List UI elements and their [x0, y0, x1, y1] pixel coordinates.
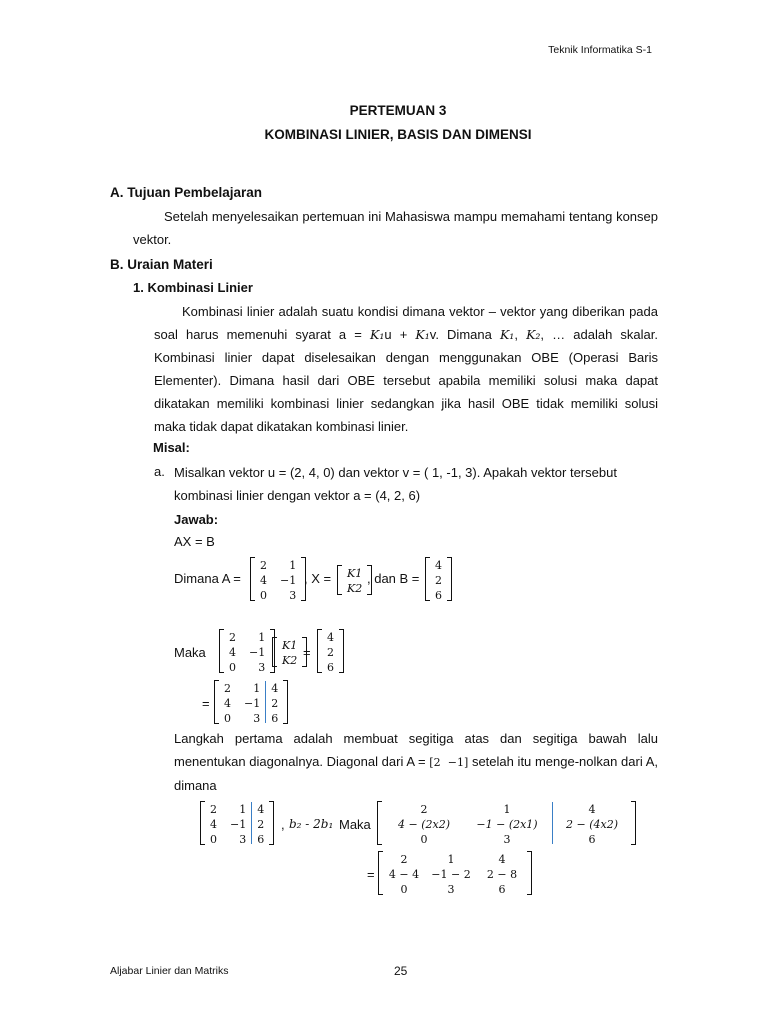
- matrix-b: [425, 557, 452, 601]
- matrix-cell: 1: [239, 803, 247, 816]
- x-eq-text: , X =: [304, 571, 332, 586]
- footer-course: Aljabar Linier dan Matriks: [110, 965, 229, 977]
- matrix-cell: 4: [260, 574, 267, 587]
- matrix-cell: −1 − 2: [431, 868, 471, 881]
- matrix-b-2: [317, 629, 344, 673]
- equals-2: =: [202, 696, 210, 711]
- matrix-a: [250, 557, 306, 601]
- matrix-cell: 2 − (4x2): [566, 818, 618, 831]
- matrix-cell: 3: [447, 883, 455, 896]
- kombinasi-paragraph: [154, 300, 658, 438]
- footer-page-number: 25: [394, 964, 408, 978]
- matrix-cell: 4: [498, 853, 506, 866]
- page-title-line1: PERTEMUAN 3: [349, 103, 447, 118]
- matrix-cell: 6: [257, 833, 265, 846]
- op-comma: ,: [281, 817, 285, 832]
- matrix-cell: 2: [257, 818, 265, 831]
- page-title-line2: KOMBINASI LINIER, BASIS DAN DIMENSI: [264, 127, 532, 142]
- example-a-label: a.: [154, 464, 165, 479]
- matrix-cell: 2: [327, 646, 334, 659]
- section-b-heading: B. Uraian Materi: [110, 257, 213, 272]
- matrix-cell: 6: [271, 712, 279, 725]
- equals-3: =: [367, 867, 375, 882]
- matrix-cell: 1: [253, 682, 261, 695]
- matrix-cell: 4 − (2x2): [398, 818, 450, 831]
- matrix-cell: 3: [289, 589, 297, 602]
- matrix-cell: 0: [400, 883, 408, 896]
- matrix-cell: 4: [435, 559, 442, 572]
- matrix-cell: 2 − 8: [486, 868, 518, 881]
- k2-symbol: K₂: [526, 327, 541, 342]
- step1-matrix: [377, 801, 636, 845]
- maka-text: Maka: [174, 645, 206, 660]
- langkah-paragraph: [174, 727, 658, 797]
- augmented-matrix-2: [200, 801, 274, 845]
- matrix-cell: −1: [230, 818, 247, 831]
- matrix-cell: −1: [249, 646, 266, 659]
- equals-1: =: [303, 645, 311, 660]
- row-operation: b₂ - 2b₁: [289, 817, 334, 831]
- matrix-cell: −1 − (2x1): [476, 818, 538, 831]
- matrix-cell: 4: [588, 803, 596, 816]
- para-text-1: Kombinasi linier adalah suatu kondisi dimana vektor – vektor yang diberikan pada soal harus memenuhi syarat a =: [154, 304, 658, 342]
- k1-symbol-3: K₁: [499, 327, 515, 342]
- matrix-cell: 3: [258, 661, 266, 674]
- op-maka-text: Maka: [339, 817, 371, 832]
- matrix-cell: K1: [282, 639, 298, 652]
- para-text-3: v. Dimana: [429, 327, 500, 342]
- langkah-text: Langkah pertama adalah membuat segitiga atas dan segitiga bawah lalu menentukan diagonalnya. Diagonal dari A =: [174, 731, 658, 769]
- matrix-cell: 2: [435, 574, 442, 587]
- diagonal-row: [2 −1]: [429, 756, 469, 769]
- matrix-cell: −1: [280, 574, 297, 587]
- matrix-x-2: [272, 637, 307, 667]
- k1-symbol: K₁: [370, 327, 385, 342]
- matrix-cell: 0: [420, 833, 428, 846]
- matrix-cell: −1: [244, 697, 261, 710]
- example-a-question: Misalkan vektor u = (2, 4, 0) dan vektor v = ( 1, -1, 3). Apakah vektor tersebut kombinasi linier dengan vektor a = (4, 2, 6): [174, 465, 617, 503]
- matrix-cell: 4: [229, 646, 236, 659]
- matrix-cell: 4: [327, 631, 334, 644]
- matrix-cell: 3: [239, 833, 247, 846]
- matrix-cell: 4: [224, 697, 231, 710]
- matrix-cell: 0: [224, 712, 231, 725]
- matrix-cell: 6: [435, 589, 442, 602]
- matrix-cell: 2: [271, 697, 279, 710]
- matrix-cell: 1: [289, 559, 297, 572]
- matrix-cell: 2: [224, 682, 231, 695]
- matrix-cell: 0: [210, 833, 217, 846]
- matrix-cell: 3: [253, 712, 261, 725]
- section-a-text: Setelah menyelesaikan pertemuan ini Mahasiswa mampu memahami tentang konsep vektor.: [133, 209, 658, 247]
- matrix-cell: 2: [260, 559, 267, 572]
- matrix-cell: 6: [327, 661, 334, 674]
- matrix-cell: 1: [258, 631, 266, 644]
- matrix-cell: 4: [271, 682, 279, 695]
- header-program: Teknik Informatika S-1: [548, 44, 652, 56]
- matrix-cell: 4 − 4: [388, 868, 420, 881]
- misal-label: Misal:: [153, 440, 190, 455]
- matrix-cell: 0: [229, 661, 236, 674]
- section-a-heading: A. Tujuan Pembelajaran: [110, 185, 263, 200]
- matrix-cell: 2: [400, 853, 408, 866]
- matrix-cell: 2: [229, 631, 236, 644]
- step2-matrix: [378, 851, 532, 895]
- matrix-a-2: [219, 629, 275, 673]
- matrix-cell: 4: [210, 818, 217, 831]
- para-text-4: , … adalah skalar. Kombinasi linier dapat diselesaikan dengan menggunakan OBE (Operasi Baris Elementer). Dimana hasil dari OBE tersebut apabila memiliki solusi maka dapat dikatakan memiliki kombinasi linier sedangkan jika hasil OBE tidak memiliki solusi maka tidak dapat dikatakan kombinasi linier.: [154, 327, 658, 434]
- para-text-2: u +: [384, 327, 416, 342]
- matrix-cell: K1: [347, 567, 363, 580]
- langkah-tail: setelah itu menge-nolkan dari A, dimana: [174, 754, 658, 793]
- para-comma: ,: [514, 327, 527, 342]
- matrix-cell: 0: [260, 589, 267, 602]
- axb-equation: AX = B: [174, 534, 215, 549]
- matrix-cell: K2: [347, 582, 363, 595]
- matrix-cell: 6: [498, 883, 506, 896]
- matrix-cell: 1: [447, 853, 455, 866]
- matrix-cell: K2: [282, 654, 298, 667]
- subsection-1-heading: 1. Kombinasi Linier: [133, 280, 253, 295]
- dimana-a-text: Dimana A =: [174, 571, 241, 586]
- matrix-cell: 6: [588, 833, 596, 846]
- matrix-cell: 3: [503, 833, 511, 846]
- jawab-label: Jawab:: [174, 512, 219, 527]
- dan-b-text: , dan B =: [367, 571, 420, 586]
- k1-symbol-2: K₁: [415, 327, 430, 342]
- matrix-cell: 2: [210, 803, 217, 816]
- augmented-matrix: [214, 680, 288, 724]
- matrix-cell: 4: [257, 803, 265, 816]
- matrix-cell: 2: [420, 803, 428, 816]
- matrix-cell: 1: [503, 803, 511, 816]
